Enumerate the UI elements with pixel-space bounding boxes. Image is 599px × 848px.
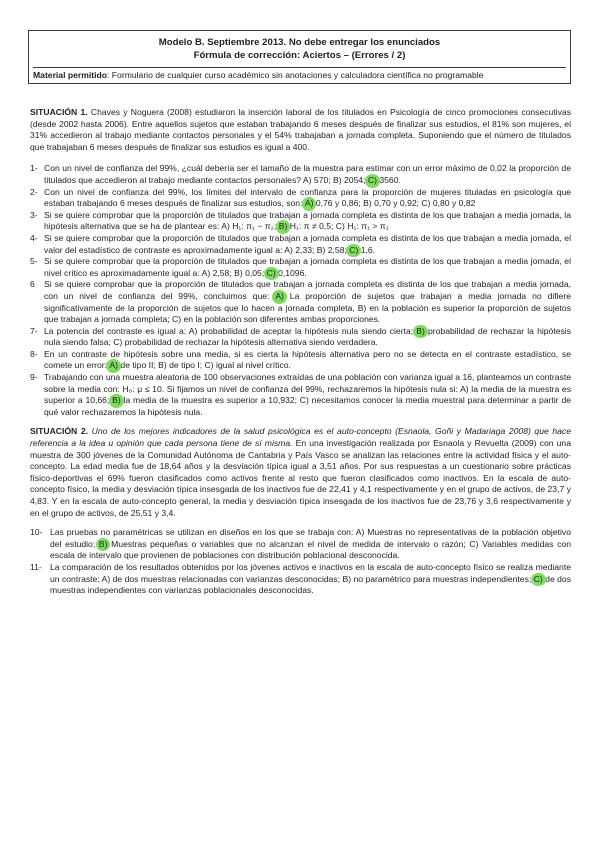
answer-highlight: B) — [278, 221, 288, 232]
question-text-after: 0,76 y 0,86; B) 0,70 y 0,92; C) 0,80 y 0,82 — [313, 198, 476, 209]
question-text-after: 0,1096. — [275, 267, 307, 278]
question-number: 4- — [30, 232, 38, 243]
question-text-before: Con un nivel de confianza del 99%, los límites del intervalo de confianza para la proporción de mujeres tituladas en psicología que estaban trabajando 6 meses después de finalizar sus estudios, son: — [44, 186, 571, 209]
question-item — [30, 349, 571, 372]
situation-2-title: SITUACIÓN 2. — [30, 426, 89, 437]
question-number: 5- — [30, 256, 38, 267]
question-item — [30, 372, 571, 418]
question-number: 2- — [30, 186, 38, 197]
situation-2-intro: Uno de los mejores indicadores de la salud psicológica es el auto-concepto (Esnaola, Goñi y Madariaga 2008) que hace referencia a la idea u opinión que cada persona tiene de sí misma. — [30, 426, 571, 449]
answer-highlight: C) — [349, 244, 359, 255]
question-item — [30, 210, 571, 233]
question-text-before: Si se quiere comprobar que la proporción de titulados que trabajan a jornada completa es distinta de los que trabajan a media jornada, la hipótesis alternativa que se ha de plantear es: A) H₁: π₁ − π₂; — [44, 209, 571, 232]
question-text-before: En un contraste de hipótesis sobre una media, si es cierta la hipótesis alternativa pero no se detecta en el contraste estadístico, se comete un error: — [44, 348, 571, 371]
question-item — [30, 256, 571, 279]
question-text-after: la media de la muestra es superior a 10,932; C) necesitamos conocer la media muestral para determinar a partir de qué valor rechazaremos la hipótesis nula. — [44, 395, 571, 417]
question-text-after: de tipo II; B) de tipo I; C) igual al nivel crítico. — [118, 360, 291, 371]
answer-highlight: C) — [266, 267, 276, 278]
question-number: 8- — [30, 348, 38, 359]
situation-2 — [30, 426, 571, 519]
question-text-after: La proporción de sujetos que trabajan a media jornada no difiere significativamente de la proporción de sujetos que lo hacen a jornada completa, B) en la población es superior la proporción de sujetos que trabajan a jornada completa; C) en la población son diferentes ambas proporciones. — [44, 290, 571, 325]
question-number: 9- — [30, 372, 38, 383]
question-text-before: Trabajando con una muestra aleatoria de 100 observaciones extraídas de una población con varianza igual a 16, planteamos un contraste sobre la media con: H₀: μ ≤ 10. Si fijamos un nivel de confianza del 99%, rechazaremos la hipótesis nula si: A) la media de la muestra es superior a 10,66; — [44, 372, 571, 406]
situation-2-text: En una investigación realizada por Esnaola y Revuelta (2009) con una muestra de 300 jóvenes de la Comunidad Autónoma de Cantabria y País Vasco se analizan las relaciones entre la actividad física y el auto-concepto. La edad media fue de 18,64 años y la desviación típica igual a 3,51 años. Por sus respuestas a un cuestionario sobre prácticas físico-deportivas el 69% fueron clasificados como activos frente al resto que fueron clasificados como inactivos. En la escala de auto-concepto físico, la media y desviación típica insesgada de los inactivos fue de 22,41 y 4,1 respectivamente y en el grupo de activos, de 23,7 y 4,83. Y en la escala de auto-concepto general, la media y desviación típica insesgada de los inactivos fue de 23,76 y 3,6 respectivamente y en el grupo de activos, de 25,51 y 3,4. — [30, 438, 571, 518]
answer-highlight: C) — [367, 174, 377, 185]
question-number: 11- — [30, 561, 42, 572]
question-item — [30, 562, 571, 597]
question-item — [30, 279, 571, 325]
question-item — [30, 527, 571, 562]
question-text-before: La comparación de los resultados obtenidos por los jóvenes activos e inactivos en la escala de auto-concepto físico se realiza mediante un contraste: A) de dos muestras relacionadas con varianzas desconocidas; B) no paramétrico para muestras independientes; — [50, 561, 571, 584]
question-text-after: H₁: π ≠ 0,5; C) H₁: π₁ > π₂ — [287, 221, 390, 232]
answer-highlight: B) — [98, 538, 108, 549]
answer-highlight: C) — [533, 573, 543, 584]
question-item — [30, 233, 571, 256]
situation-1 — [30, 107, 571, 153]
exam-header-box — [28, 30, 571, 84]
question-list-1 — [30, 163, 571, 418]
question-text-after: probabilidad de rechazar la hipótesis nula siendo falsa; C) probabilidad de rechazar la hipótesis alternativa siendo verdadera. — [44, 325, 571, 348]
question-list-2 — [30, 527, 571, 597]
answer-highlight: A) — [275, 290, 284, 301]
answer-highlight: B) — [416, 325, 425, 336]
question-text-after: de dos muestras independientes con varianzas poblacionales desconocidas. — [50, 573, 571, 596]
question-text-before: Si se quiere comprobar que la proporción de titulados que trabajan a jornada completa es distinta de los que trabajan a media jornada, con un nivel de confianza del 99%, concluimos que: — [44, 279, 571, 301]
question-text-before: Si se quiere comprobar que la proporción de titulados que trabajan a jornada completa es distinta de los que trabajan a media jornada, el valor del estadístico de contraste es aproximadamente igual a: A) 2,33; B) 2,58; — [44, 232, 571, 255]
situation-1-text: Chaves y Noguera (2008) estudiaron la inserción laboral de los titulados en Psicología de cinco promociones consecutivas (desde 2002 hasta 2006). Entre aquellos sujetos que estaban trabajando 6 meses después de finalizar sus estudios, el 81% son mujeres, el 31% accedieron al trabajo mediante contactos personales y el 54% trabajaban a jornada completa. Suponiendo que el número de titulados que trabajaban 6 meses después de finalizar sus estudios es igual a 400. — [30, 107, 571, 152]
exam-body — [30, 107, 571, 597]
question-text-before: La potencia del contraste es igual a: A) probabilidad de aceptar la hipótesis nula siendo cierta; — [44, 325, 417, 336]
question-item — [30, 163, 571, 186]
answer-highlight: A) — [304, 198, 314, 209]
question-number: 6 — [30, 279, 35, 290]
question-number: 1- — [30, 163, 38, 174]
question-number: 3- — [30, 209, 38, 220]
question-text-before: Con un nivel de confianza del 99%, ¿cuál debería ser el tamaño de la muestra para estimar con un error máximo de 0,02 la proporción de titulados que accedieron al trabajo mediante contactos personales? A) 570; B) 2054; — [44, 163, 571, 185]
answer-highlight: B) — [112, 395, 121, 406]
question-text-before: Si se quiere comprobar que la proporción de titulados que trabajan a jornada completa es distinta de los que trabajan a media jornada, el nivel crítico es aproximadamente igual a: A) 2,58; B) 0,05; — [44, 256, 571, 278]
question-text-after: 1,6. — [358, 244, 376, 255]
question-text-after: Muestras pequeñas o variables que no alcanzan el nivel de medida de intervalo o razón; C) Variables medidas con escala de intervalo que provienen de poblaciones con distribución poblacional desconocida. — [50, 538, 571, 561]
answer-highlight: A) — [109, 360, 119, 371]
question-number: 10- — [30, 527, 43, 538]
question-item — [30, 326, 571, 349]
question-item — [30, 187, 571, 210]
correction-formula: Fórmula de corrección: Aciertos – (Errores / 2) — [193, 49, 406, 61]
exam-model-title: Modelo B. Septiembre 2013. No debe entregar los enunciados — [158, 37, 441, 48]
situation-1-title: SITUACIÓN 1. — [30, 107, 88, 117]
materials-text: : Formulario de cualquier curso académico sin anotaciones y calculadora científica no programable — [107, 70, 484, 80]
materials-label: Material permitido — [33, 70, 108, 80]
question-text-after: 3560. — [376, 174, 401, 185]
question-number: 7- — [30, 325, 38, 336]
allowed-materials — [33, 67, 566, 82]
question-text-before: Las pruebas no paramétricas se utilizan en diseños en los que se trabaja con: A) Muestras no representativas de la población objetivo del estudio; — [50, 527, 571, 549]
